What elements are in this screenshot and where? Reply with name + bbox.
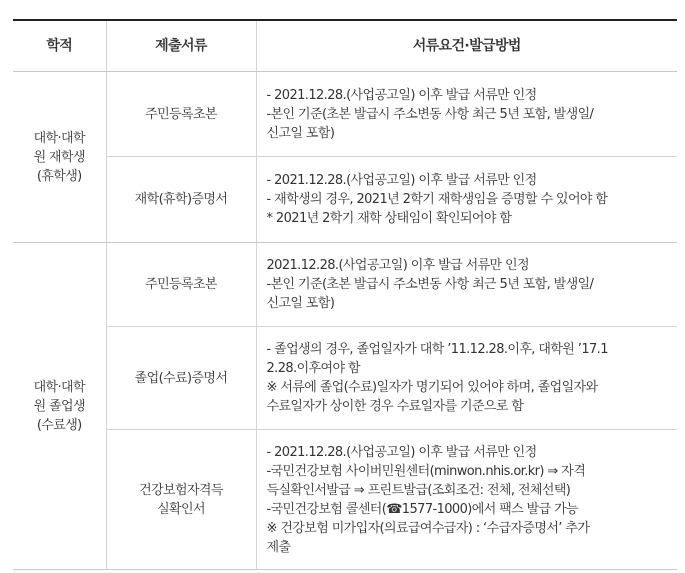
status-line: 대학·대학 — [33, 379, 85, 395]
document-line: 재학(휴학)증명서 — [134, 192, 228, 207]
status-line: 원 졸업생 — [33, 398, 85, 414]
document-line: 주민등록초본 — [145, 106, 217, 122]
requirement-line: - 졸업생의 경우, 졸업일자가 대학 ’11.12.28.이후, 대학원 ’17.1 — [266, 342, 608, 357]
document-line: 건강보험자격득 — [139, 482, 223, 498]
document-line: 졸업(수료)증명서 — [134, 370, 228, 386]
table-row — [13, 327, 677, 430]
status-line: (휴학생) — [36, 168, 82, 184]
requirement-cell — [256, 327, 677, 430]
document-line: 주민등록초본 — [145, 277, 217, 292]
document-name — [106, 327, 256, 430]
requirement-line: -국민건강보험 사이버민원센터(minwon.nhis.or.kr) ⇒ 자격 — [266, 463, 586, 479]
header-row — [13, 20, 677, 72]
requirement-line: - 2021.12.28.(사업공고일) 이후 발급 서류만 인정 — [266, 87, 537, 103]
requirement-cell — [256, 157, 677, 243]
document-name — [106, 243, 256, 327]
group-status-graduate — [13, 243, 106, 570]
requirement-line: -본인 기준(초본 발급시 주소변동 사항 최근 5년 포함, 발생일/ — [266, 277, 594, 292]
requirement-line: * 2021년 2학기 재학 상태임이 확인되어야 함 — [266, 211, 512, 226]
requirement-cell — [256, 243, 677, 327]
requirement-cell — [256, 72, 677, 157]
requirement-line: - 재학생의 경우, 2021년 2학기 재학생임을 증명할 수 있어야 함 — [266, 192, 608, 207]
requirement-line: - 2021.12.28.(사업공고일) 이후 발급 서류만 인정 — [266, 173, 537, 188]
requirement-line: 수료일자가 상이한 경우 수료일자를 기준으로 함 — [266, 399, 524, 414]
requirement-cell — [256, 430, 677, 570]
requirement-line: 2.28.이후여야 함 — [266, 361, 360, 376]
requirement-line: -본인 기준(초본 발급시 주소변동 사항 최근 5년 포함, 발생일/ — [266, 106, 594, 122]
document-requirements-table — [13, 19, 677, 570]
requirement-line: ※ 서류에 졸업(수료)일자가 명기되어 있어야 하며, 졸업일자와 — [266, 380, 598, 395]
requirement-line: -국민건강보험 콜센터(☎1577-1000)에서 팩스 발급 가능 — [266, 501, 579, 517]
table-row — [13, 430, 677, 570]
requirement-line: 신고일 포함) — [266, 296, 335, 311]
header-status: 학적 — [13, 20, 106, 72]
document-name — [106, 157, 256, 243]
group-status-enrolled — [13, 72, 106, 243]
requirement-line: 득실확인서발급 ⇒ 프린트발급(조회조건: 전체, 전체선택) — [266, 482, 571, 498]
header-requirements: 서류요건·발급방법 — [256, 20, 677, 72]
table-row — [13, 243, 677, 327]
table-row — [13, 157, 677, 243]
table-header — [13, 20, 677, 72]
document-line: 실확인서 — [157, 501, 205, 517]
table-body — [13, 72, 677, 570]
status-line: (수료생) — [36, 417, 82, 433]
header-document: 제출서류 — [106, 20, 256, 72]
requirement-line: ※ 건강보험 미가입자(의료급여수급자) : ‘수급자증명서’ 추가 — [266, 520, 590, 536]
document-name — [106, 72, 256, 157]
document-name — [106, 430, 256, 570]
table-row — [13, 72, 677, 157]
requirement-line: 신고일 포함) — [266, 125, 335, 141]
requirement-line: 2021.12.28.(사업공고일) 이후 발급 서류만 인정 — [266, 258, 529, 273]
requirement-line: 제출 — [266, 539, 291, 555]
status-line: 대학·대학 — [33, 130, 85, 146]
requirement-line: - 2021.12.28.(사업공고일) 이후 발급 서류만 인정 — [266, 444, 537, 460]
status-line: 원 재학생 — [33, 149, 85, 165]
